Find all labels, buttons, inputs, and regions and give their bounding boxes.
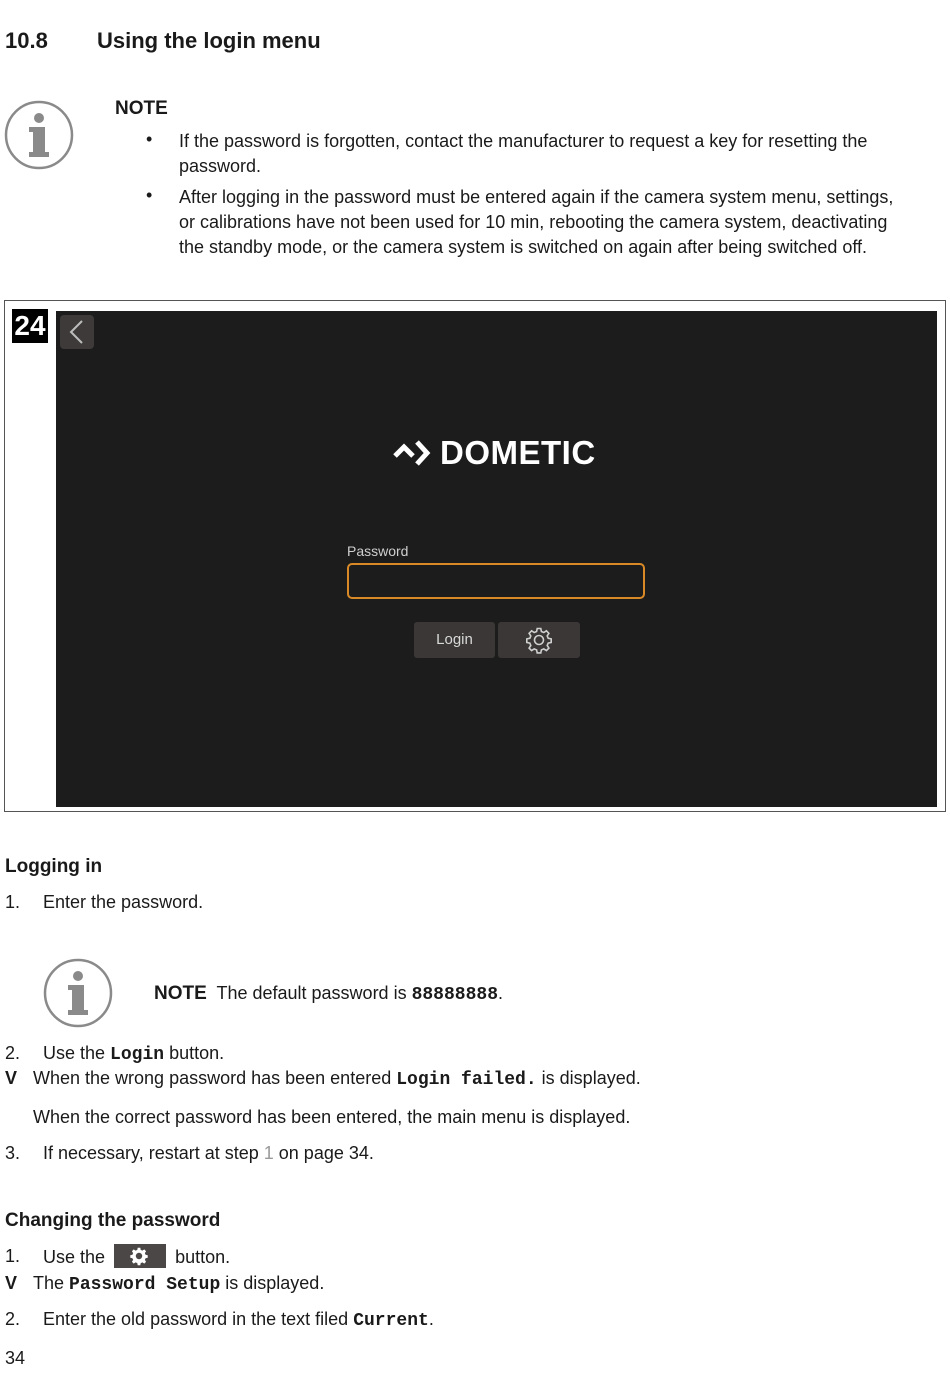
step-number: 1.: [5, 1246, 21, 1266]
section-number: 10.8: [5, 28, 48, 53]
gear-icon: [129, 1246, 149, 1266]
back-arrow-icon: [60, 315, 94, 349]
note-heading: NOTE: [115, 98, 168, 119]
dometic-logo-icon: [392, 439, 438, 467]
step-reference-link[interactable]: 1: [263, 1143, 274, 1163]
note-text: The default password is: [216, 983, 412, 1003]
password-input[interactable]: [347, 563, 645, 599]
default-password-value: 88888888: [411, 985, 498, 1005]
result-marker: V: [5, 1068, 18, 1088]
note-bullet-text: If the password is forgotten, contact the manufacturer to request a key for resetting the password.: [179, 131, 868, 176]
default-password-note: NOTE The default password is 88888888.: [154, 983, 504, 1005]
bullet-marker: •: [146, 185, 153, 205]
step-number: 1.: [5, 892, 21, 912]
result-marker: V: [5, 1273, 18, 1293]
changing-password-heading: Changing the password: [5, 1210, 221, 1231]
page-number: 34: [5, 1348, 26, 1368]
step-text: If necessary, restart at step 1 on page 34.: [43, 1143, 374, 1163]
result-text: The Password Setup is displayed.: [33, 1273, 325, 1295]
login-code: Login: [110, 1045, 165, 1065]
dometic-logo: [392, 431, 612, 475]
bullet-marker: •: [146, 129, 153, 149]
logo-text: DOMETIC: [440, 434, 596, 471]
step-text: Use the button.: [43, 1246, 230, 1270]
info-icon: [4, 100, 74, 170]
figure-number: 24: [12, 309, 48, 343]
login-button[interactable]: Login: [414, 622, 495, 658]
login-failed-code: Login failed.: [396, 1070, 537, 1090]
password-setup-code: Password Setup: [69, 1275, 221, 1295]
info-icon: [43, 958, 113, 1028]
note-heading: NOTE: [154, 983, 207, 1004]
gear-icon: [525, 626, 553, 654]
settings-button[interactable]: [498, 622, 580, 658]
result-text: When the wrong password has been entered Login failed. is displayed.: [33, 1068, 641, 1090]
result-text: When the correct password has been entered, the main menu is displayed.: [33, 1107, 631, 1127]
logging-in-heading: Logging in: [5, 856, 103, 877]
step-number: 3.: [5, 1143, 21, 1163]
password-label: Password: [347, 543, 409, 559]
note-bullet-text: After logging in the password must be entered again if the camera system menu, settings, or calibrations have not been used for 10 min, rebooting the camera system, deactivating the standby mode, or the camera system is switched on again after being switched off.: [179, 187, 894, 257]
step-text: Enter the password.: [43, 892, 204, 912]
step-number: 2.: [5, 1043, 21, 1063]
back-button[interactable]: [60, 315, 94, 349]
settings-button-illustration: [114, 1244, 166, 1268]
step-text: Use the Login button.: [43, 1043, 225, 1065]
current-field-code: Current: [353, 1311, 429, 1331]
step-number: 2.: [5, 1309, 21, 1329]
step-text: Enter the old password in the text filed Current.: [43, 1309, 434, 1331]
section-title: Using the login menu: [97, 28, 321, 53]
login-screen: [56, 311, 937, 807]
